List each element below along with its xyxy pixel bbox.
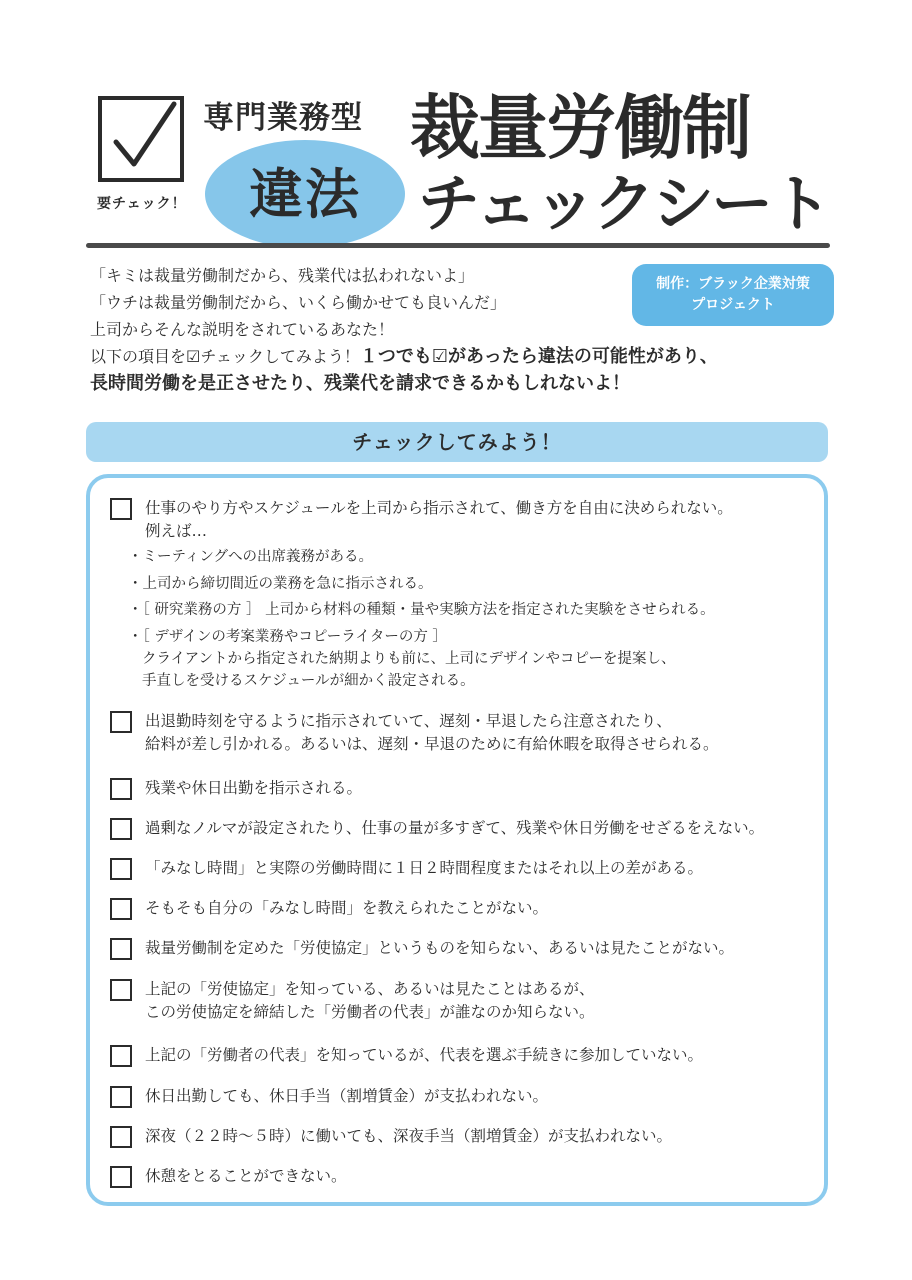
checkbox[interactable] xyxy=(110,498,132,520)
intro-line-4 xyxy=(90,343,810,370)
item-text: 裁量労働制を定めた「労使協定」というものを知らない、あるいは見たことがない。 xyxy=(145,939,735,957)
checkbox[interactable] xyxy=(110,1045,132,1067)
section-heading: チェックしてみよう！ xyxy=(86,422,828,462)
item-text: 「みなし時間」と実際の労働時間に１日２時間程度またはそれ以上の差がある。 xyxy=(145,859,704,877)
checkbox[interactable] xyxy=(110,818,132,840)
checkbox[interactable] xyxy=(110,979,132,1001)
intro-line-4-normal: 以下の項目を☑チェックしてみよう！ xyxy=(90,347,360,366)
checkbox[interactable] xyxy=(110,711,132,733)
item-text-line1: 出退勤時刻を守るように指示されていて、遅刻・早退したら注意されたり、 xyxy=(145,712,672,730)
credit-line-2: プロジェクト xyxy=(691,297,775,313)
illegal-badge-text: 違法 xyxy=(249,162,361,226)
intro-line-3: 上司からそんな説明をされているあなた！ xyxy=(90,320,395,339)
item-text: 残業や休日出勤を指示される。 xyxy=(145,779,363,797)
item-text: そもそも自分の「みなし時間」を教えられたことがない。 xyxy=(145,899,549,917)
big-checkmark-icon xyxy=(98,96,184,182)
checkbox[interactable] xyxy=(110,1086,132,1108)
checkbox[interactable] xyxy=(110,938,132,960)
checkbox[interactable] xyxy=(110,1126,132,1148)
checkbox[interactable] xyxy=(110,1166,132,1188)
checkbox[interactable] xyxy=(110,778,132,800)
example-line: ・ミーティングへの出席義務がある。 xyxy=(128,549,374,565)
example-line: ・［ デザインの考案業務やコピーライターの方 ］ xyxy=(128,629,447,645)
intro-line-5: 長時間労働を是正させたり、残業代を請求できるかもしれないよ！ xyxy=(90,373,630,394)
subtype-label: 専門業務型 xyxy=(203,100,363,136)
credit-line-1: 制作：ブラック企業対策 xyxy=(656,276,810,292)
intro-line-4-bold: １つでも☑があったら違法の可能性があり、 xyxy=(359,346,718,367)
example-line: ・［ 研究業務の方 ］ 上司から材料の種類・量や実験方法を指定された実験をさせられる。 xyxy=(128,602,715,618)
item-text: 休憩をとることができない。 xyxy=(145,1167,347,1185)
example-line: 手直しを受けるスケジュールが細かく設定される。 xyxy=(142,673,475,689)
example-line: ・上司から締切間近の業務を急に指示される。 xyxy=(128,576,433,592)
intro-line-2: 「ウチは裁量労働制だから、いくら働かせても良いんだ」 xyxy=(90,293,507,312)
example-line: クライアントから指定された納期よりも前に、上司にデザインやコピーを提案し、 xyxy=(142,651,676,667)
item-text: 深夜（２２時〜５時）に働いても、深夜手当（割増賃金）が支払われない。 xyxy=(145,1127,673,1145)
item-text-line2: 例えば… xyxy=(145,522,208,540)
check-required-label: 要チェック！ xyxy=(97,196,187,212)
main-title-line2: チェックシート xyxy=(418,167,830,240)
item-text: 上記の「労働者の代表」を知っているが、代表を選ぶ手続きに参加していない。 xyxy=(145,1046,704,1064)
item-text-line1: 仕事のやり方やスケジュールを上司から指示されて、働き方を自由に決められない。 xyxy=(145,499,733,517)
item-text-line2: この労使協定を締結した「労働者の代表」が誰なのか知らない。 xyxy=(145,1003,595,1021)
credit-badge xyxy=(632,264,834,326)
item-text-line1: 上記の「労使協定」を知っている、あるいは見たことはあるが、 xyxy=(145,980,595,998)
item-text-line2: 給料が差し引かれる。あるいは、遅刻・早退のために有給休暇を取得させられる。 xyxy=(145,735,719,753)
item-text: 休日出勤しても、休日手当（割増賃金）が支払われない。 xyxy=(145,1087,549,1105)
item-text: 過剰なノルマが設定されたり、仕事の量が多すぎて、残業や休日労働をせざるをえない。 xyxy=(145,819,765,837)
checkbox[interactable] xyxy=(110,858,132,880)
header-divider xyxy=(86,243,830,248)
checkbox[interactable] xyxy=(110,898,132,920)
intro-line-1: 「キミは裁量労働制だから、残業代は払われないよ」 xyxy=(90,266,475,285)
header xyxy=(0,0,912,260)
main-title-line1: 裁量労働制 xyxy=(410,87,750,169)
